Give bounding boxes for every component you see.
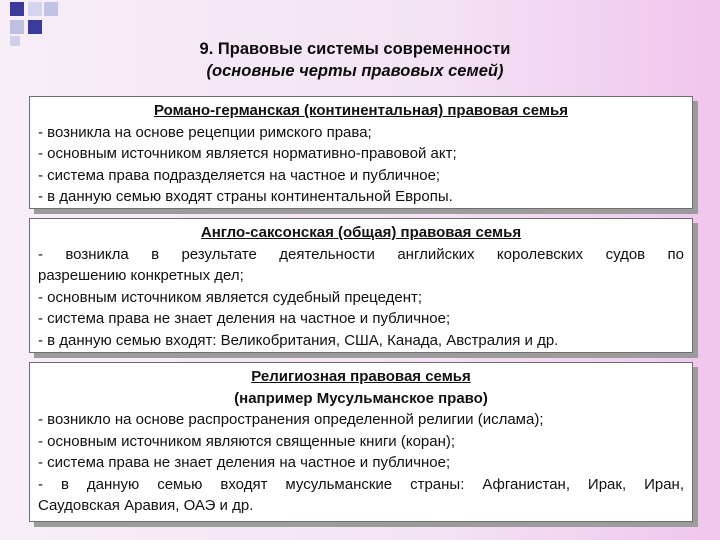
decor-square-icon (28, 2, 42, 16)
decor-square-icon (28, 20, 42, 34)
box-heading: Англо-саксонская (общая) правовая семья (200, 224, 522, 241)
religious-family-box (29, 362, 693, 522)
box-line: - основным источником является нормативно-правовой акт; (38, 145, 457, 162)
title-line-2: (основные черты правовых семей) (206, 62, 504, 80)
decor-square-icon (10, 2, 24, 16)
box-heading: Религиозная правовая семья (251, 368, 471, 385)
box-line: - возникла в результате деятельности английских королевских судов по (38, 245, 684, 263)
box-line: - возникла на основе рецепции римского права; (38, 123, 372, 141)
corner-decoration (0, 0, 80, 50)
anglo-saxon-family-box (29, 218, 693, 353)
box-line: - система права подразделяется на частное и публичное; (38, 166, 441, 184)
box-line: - возникло на основе распространения определенной религии (ислама); (38, 411, 544, 428)
box-line: - система права не знает деления на частное и публичное; (38, 310, 451, 327)
romano-germanic-family-box (29, 96, 693, 209)
box-line: - в данную семью входят мусульманские страны: Афганистан, Ирак, Иран, (38, 475, 684, 493)
box-line: - основным источником являются священные книги (коран); (38, 432, 456, 450)
box-line: - в данную семью входят: Великобритания, США, Канада, Австралия и др. (38, 331, 559, 349)
box-subheading: (например Мусульманское право) (234, 389, 488, 407)
decor-square-icon (10, 20, 24, 34)
box-line: - основным источником является судебный прецедент; (38, 288, 423, 306)
box-line: - система права не знает деления на частное и публичное; (38, 454, 451, 471)
decor-square-icon (44, 2, 58, 16)
box-heading: Романо-германская (континентальная) правовая семья (154, 102, 568, 119)
box-line: Саудовская Аравия, ОАЭ и др. (38, 497, 254, 514)
box-line: разрешению конкретных дел; (38, 267, 244, 284)
box-line: - в данную семью входят страны континентальной Европы. (38, 188, 453, 205)
decor-square-icon (10, 36, 20, 46)
slide-title (150, 38, 560, 82)
title-line-1: 9. Правовые системы современности (199, 40, 511, 58)
